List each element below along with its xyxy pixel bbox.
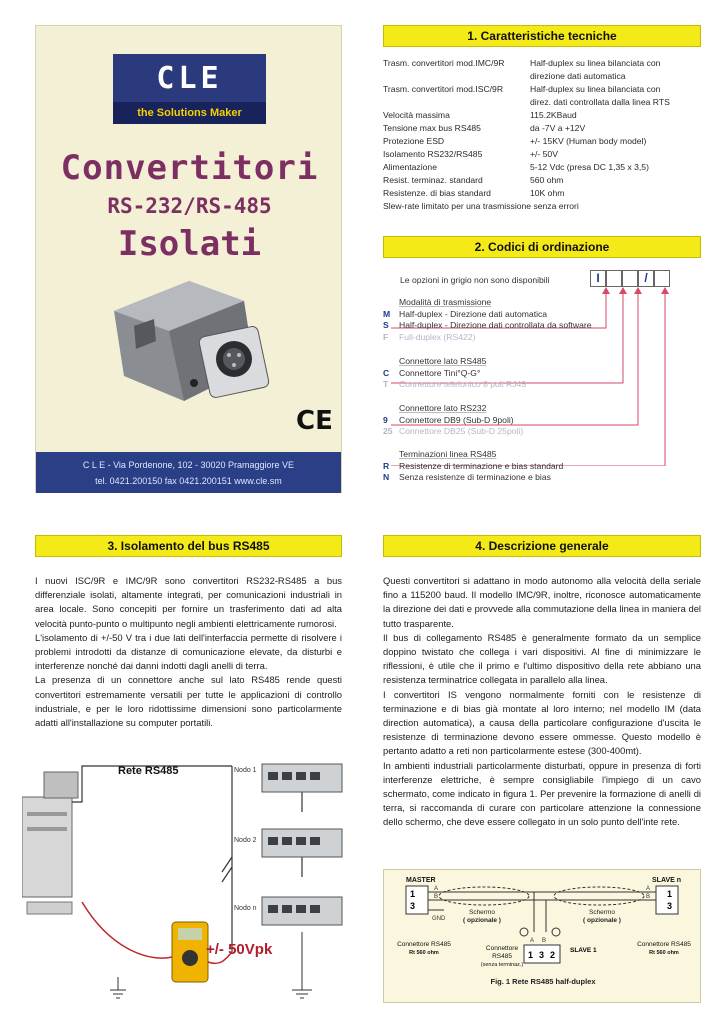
spec-row [383,187,703,200]
order-option-desc: Half-duplex - Direzione dati automatica [399,308,548,319]
logo-tagline: the Solutions Maker [113,102,266,124]
code-box-5 [654,270,670,287]
order-option-desc: Connettore DB25 (Sub-D 25poli) [399,426,524,436]
slave1-pin-3: 3 [539,950,545,960]
spec-row [383,109,703,122]
section4-header: 4. Descrizione generale [383,535,701,557]
order-option-code: 9 [383,414,388,425]
voltage-label: +/- 50Vpk [206,941,273,958]
spec-value: 560 ohm [530,175,564,185]
spec-key [383,96,530,109]
conn-right-label: Connettore RS485 [637,941,691,948]
spec-row [383,57,703,70]
conn-left-rt: Rt 560 ohm [409,950,439,956]
cover-panel [35,25,342,493]
spec-value: +/- 50V [530,149,558,159]
order-option-code: 25 [383,426,393,436]
shield-left-label: Schermo [468,909,496,916]
spec-key: Isolamento RS232/RS485 [383,149,483,159]
slave1-pin-b: B [542,938,547,944]
order-option-code: F [383,331,389,342]
code-box-4: / [638,270,654,287]
footer-address: C L E - Via Pordenone, 102 - 30020 Pramaggiore VE [82,460,295,470]
s3-paragraph-1: I nuovi ISC/9R e IMC/9R sono convertitori RS232-RS485 a bus differenziale isolati, altamente integrati, per comunicazioni industriali in area locale. Sono concepiti per fornire un trasferimento dati ad alta velocità punto-punto o multipunto negli ambienti elettricamente rumorosi. [35,575,342,629]
slave-1-label: SLAVE 1 [570,947,597,954]
gnd-label: GND [432,916,446,922]
cle-logo [113,54,266,124]
order-group-label: Connettore lato RS485 [399,356,487,366]
slave-n-pin-3: 3 [667,901,673,911]
order-option-code: S [383,320,389,330]
s4-paragraph-3: I convertitori IS vengono normalmente forniti con le resistenze di terminazione e di bias già montate al loro interno; nel modello IM (data direction automatica), a causa della particolare configurazione d'uscita le resistenze di terminazione devono essere ommesse. Questo modello è pertanto adatto a reti non particolarmente estese (300-400mt). [383,688,701,757]
spec-row [383,83,703,96]
spec-key: Resist. terminaz. standard [383,175,483,185]
order-option [383,472,563,484]
cover-title-line2: RS-232/RS-485 [107,194,272,218]
spec-value: direzione dati automatica [530,71,626,81]
shield-right-sub: ( opzionale ) [583,917,621,924]
spec-row [383,135,703,148]
spec-value: Half-duplex su linea bilanciata con [530,58,661,68]
order-option-code: C [383,367,390,378]
section2-header: 2. Codici di ordinazione [383,236,701,258]
spec-value: Half-duplex su linea bilanciata con [530,84,661,94]
spec-key: Tensione max bus RS485 [383,123,481,133]
order-option-code: T [383,379,389,389]
figure-1-box [383,869,701,1003]
tech-specs-table [383,57,703,213]
spec-key: Resistenze. di bias standard [383,188,491,198]
master-pin-3: 3 [410,901,416,911]
slave1-pin-2: 2 [550,950,556,960]
spec-value: direz. dati controllata dalla linea RTS [530,97,670,107]
order-option [383,415,523,427]
cover-footer [36,452,341,493]
order-option-desc: Full-duplex (RS422) [399,331,476,342]
order-option-code: M [383,308,391,319]
order-option-code: N [383,472,390,482]
order-option [383,379,526,391]
s4-paragraph-4: In ambienti industriali particolarmente disturbati, oppure in presenza di forti interferenze elettriche, è sempre consigliabile l'impiego di un cavo schermato, come indicato in figura 1. Per prevenire la formazione di anelli di terra, si raccomanda di curare con particolare attenzione la connessione dello schermo, che deve essere collegato in un solo punto dell'inte rete. [383,759,701,828]
conn-mid-label-3: (senza terminaz.) [480,962,524,968]
code-box-2 [606,270,622,287]
section3-text [35,574,342,730]
node1-label: Nodo 1 [234,767,257,774]
ce-mark: CE [296,406,333,436]
s4-paragraph-2: Il bus di collegamento RS485 è generalmente formato da un semplice doppino twistato che collega i vari dispositivi. Al fine di minimizzare le riflessioni, è utile che il primo e l'ultimo dispositivo della rete abbiano una resistenza terminatrice collegata in parallelo alla linea. [383,631,701,686]
footer-contacts: tel. 0421.200150 fax 0421.200151 www.cle.sm [95,476,282,486]
order-code-boxes [590,270,670,287]
slave-n-pin-b: B [646,894,651,900]
order-option-desc: Connettore telefonico 8 poli RJ45 [399,379,527,389]
code-box-1: I [590,270,606,287]
spec-row [383,161,703,174]
rs485-network-figure [22,752,352,1002]
slave-n-label: SLAVE n [652,877,682,884]
s3-paragraph-2: L'isolamento di +/-50 V tra i due lati dell'interfaccia permette di risolvere i problemi introdotti da distanze di comunicazione elevate, da disturbi e interferenze nonché dai danni indotti dagli anelli di terra. [35,631,342,672]
rs485-half-duplex-diagram [384,870,702,1004]
order-option [383,320,592,332]
master-pin-1: 1 [410,889,416,899]
spec-value: da -7V a +12V [530,123,586,133]
spec-row [383,174,703,187]
order-option-desc: Senza resistenze di terminazione e bias [399,472,551,482]
order-option [383,309,592,321]
cover-title-line3: Isolati [117,224,262,264]
figure-1-caption: Fig. 1 Rete RS485 half-duplex [490,977,596,986]
spec-key: Trasm. convertitori mod.IMC/9R [383,58,505,68]
logo-letters: CLE [156,60,223,96]
conn-mid-label: Connettore [485,945,519,952]
conn-mid-label-2: RS485 [492,953,512,960]
spec-row [383,148,703,161]
network-label: Rete RS485 [118,765,179,777]
master-pin-a: A [434,886,439,892]
slave-n-pin-a: A [646,886,651,892]
spec-key: Alimentazione [383,162,437,172]
order-group-label: Connettore lato RS232 [399,403,487,413]
s3-paragraph-3: La presenza di un connettore anche sul lato RS485 rende questi convertitori estremamente versatili per tutte le applicazioni di controllo industriale, e per le loro ridottissime dimensioni sono particolarmente adatti all'installazione su computer portatili. [35,674,342,729]
section1-header: 1. Caratteristiche tecniche [383,25,701,47]
spec-key [383,70,530,83]
converter-device-image [94,271,284,416]
order-option-desc: Half-duplex - Direzione dati controllata da software [399,320,592,330]
spec-value: 5-12 Vdc (presa DC 1,35 x 3,5) [530,162,649,172]
noden-label: Nodo n [234,905,257,912]
shield-right-label: Schermo [588,909,616,916]
node2-label: Nodo 2 [234,837,257,844]
order-group-label: Modalità di trasmissione [399,297,492,307]
order-option [383,461,563,473]
shield-left-sub: ( opzionale ) [463,917,501,924]
code-box-3 [622,270,638,287]
spec-row [383,122,703,135]
master-label: MASTER [406,877,436,884]
slave1-pin-a: A [530,938,535,944]
order-option [383,332,592,344]
order-option-desc: Connettore Tini°Q-G° [399,367,481,378]
order-group [383,356,526,391]
order-option [383,426,523,438]
conn-right-rt: Rt 560 ohm [649,950,679,956]
conn-left-label: Connettore RS485 [397,941,451,948]
order-group-label: Terminazioni linea RS485 [399,449,497,459]
spec-row [383,96,703,109]
slave-n-pin-1: 1 [667,889,673,899]
spec-key: Trasm. convertitori mod.ISC/9R [383,84,504,94]
order-option-desc: Resistenze di terminazione e bias standard [399,460,564,471]
order-group [383,297,592,343]
ordering-note: Le opzioni in grigio non sono disponibili [400,275,550,285]
s4-paragraph-1: Questi convertitori si adattano in modo autonomo alla velocità della seriale fino a 115200 baud. Il modello IMC/9R, inoltre, riconosce automaticamente la direzione dei dati e provvede alla commutazione della linea in maniera del tutto trasparente. [383,575,701,629]
order-option [383,368,526,380]
section4-text [383,574,701,830]
section3-header: 3. Isolamento del bus RS485 [35,535,342,557]
spec-key: Velocità massima [383,110,450,120]
order-option-code: R [383,460,390,471]
order-group [383,403,523,438]
slave1-pin-1: 1 [528,950,534,960]
spec-footnote: Slew-rate limitato per una trasmissione senza errori [383,201,579,211]
order-option-desc: Connettore DB9 (Sub-D 9poli) [399,414,514,425]
spec-value: +/- 15KV (Human body model) [530,136,647,146]
spec-value: 10K ohm [530,188,565,198]
cover-title-line1: Convertitori [60,148,319,188]
spec-key: Protezione ESD [383,136,445,146]
order-group [383,449,563,484]
spec-value: 115.2KBaud [530,110,577,120]
master-pin-b: B [434,894,439,900]
spec-row [383,70,703,83]
